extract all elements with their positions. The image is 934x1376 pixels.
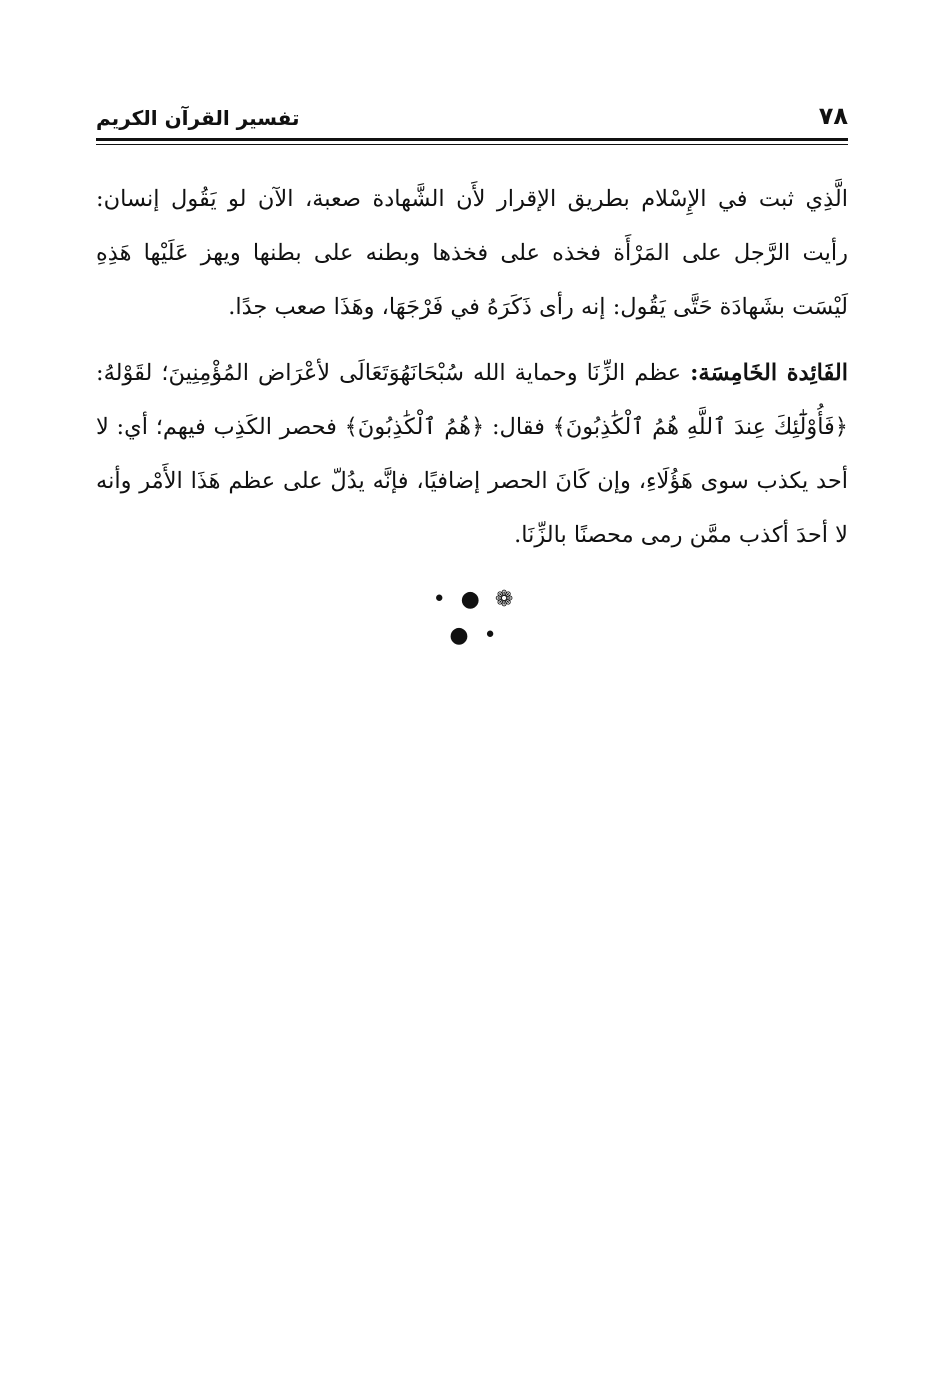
- page-number: ٧٨: [818, 102, 848, 130]
- paragraph-2: [96, 346, 848, 562]
- header-rule-thick: [96, 138, 848, 141]
- header-rule-thin: [96, 144, 848, 145]
- paragraph-2-heading: الفَائِدة الخَامِسَة:: [690, 360, 848, 386]
- page-header: [96, 96, 848, 140]
- book-title: تفسير القرآن الكريم: [96, 106, 300, 130]
- section-separator-ornament: • ● ❁ ● •: [432, 587, 518, 648]
- paragraph-2-text: عظم الزِّنَا وحماية الله سُبْحَانَهُوَتَعَالَى لأعْرَاض المُؤْمِنِينَ؛ لقَوْلهُ: ﴿فَأُوْلَٰٓئِكَ عِندَ ٱللَّهِ هُمُ ٱلْكَٰذِبُونَ﴾ فقال: ﴿هُمُ ٱلْكَٰذِبُونَ﴾ فحصر الكَذِب فيهم؛ أي: لا أحد يكذب سوى هَؤُلَاءِ، وإن كَانَ الحصر إضافيًا، فإنَّه يدُلّ على عظم هَذَا الأَمْر وأنه لا أحدَ أكذب ممَّن رمى محصنًا بالزِّنَا.: [96, 360, 848, 548]
- paragraph-1: الَّذِي ثبت في الإِسْلام بطريق الإقرار لأَن الشَّهادة صعبة، الآن لو يَقُول إنسان: رأيت الرَّجل على المَرْأَة فخذه على فخذها وبطنه على بطنها ويهز عَلَيْها هَذِهِ لَيْسَت بشَهادَة حَتَّى يَقُول: إنه رأى ذَكَرَهُ في فَرْجَهَا، وهَذَا صعب جدًا.: [96, 186, 848, 320]
